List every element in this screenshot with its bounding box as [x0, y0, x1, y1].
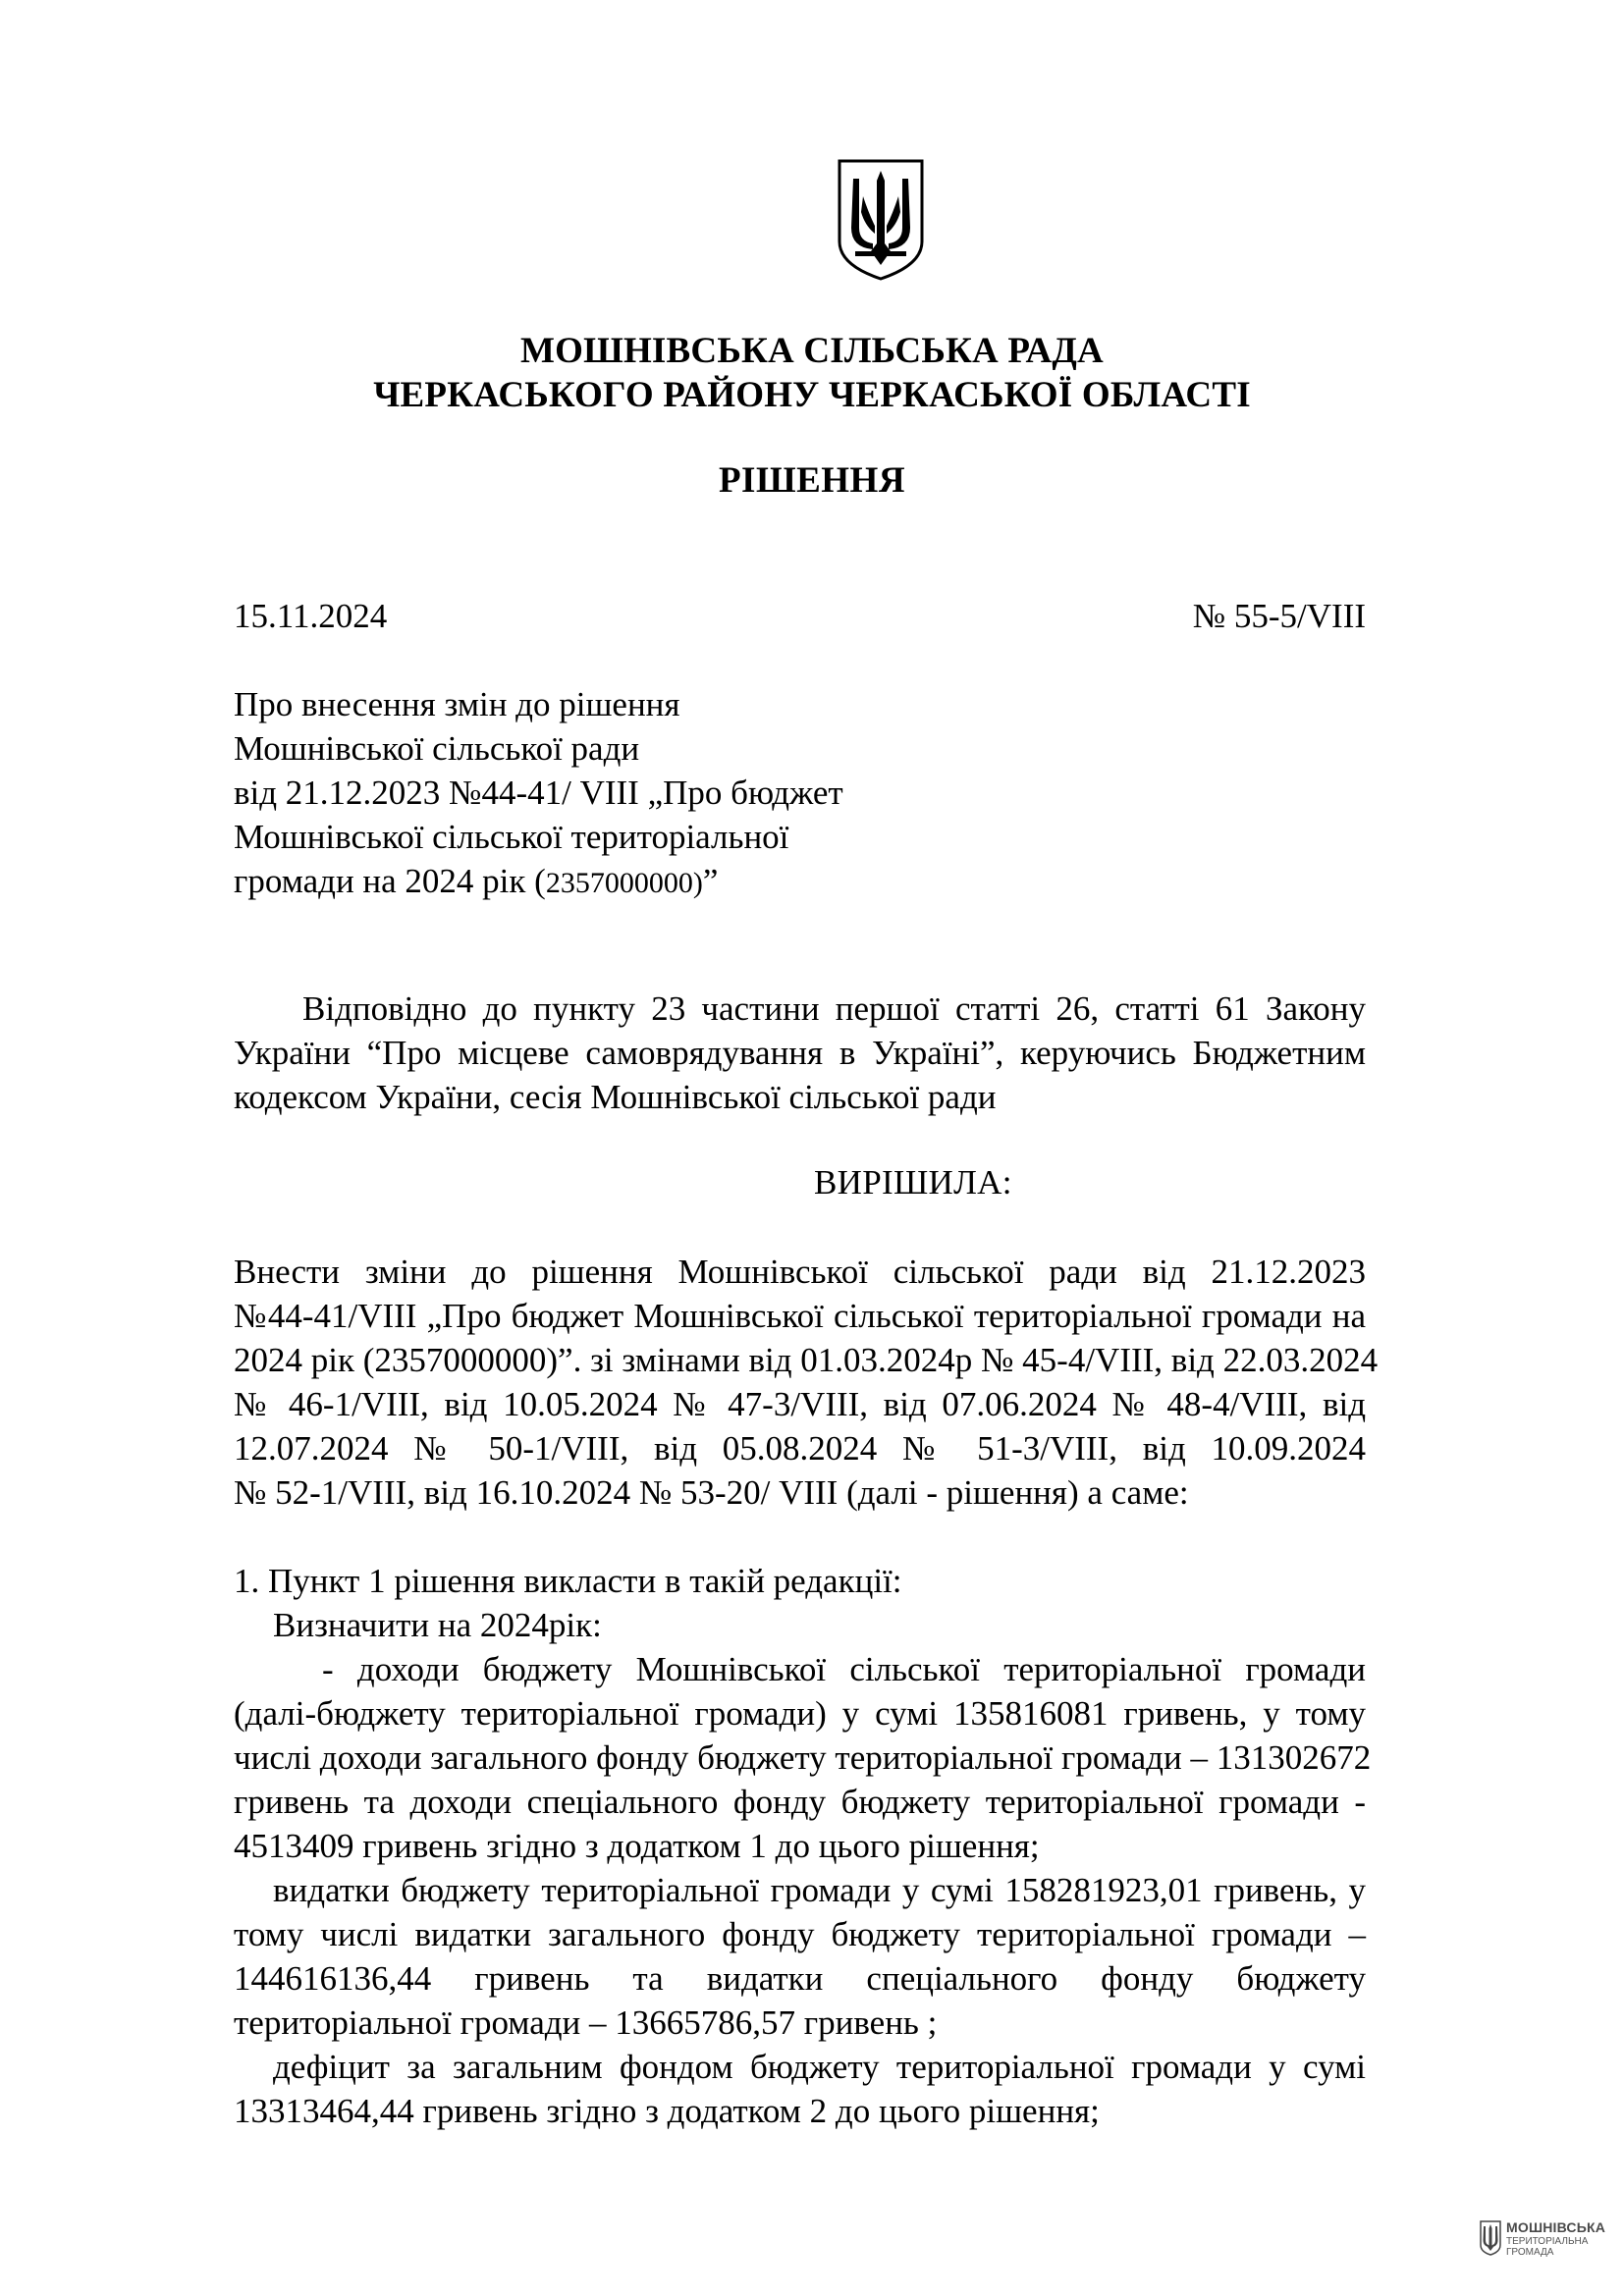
decision-date: 15.11.2024: [234, 597, 388, 635]
district-region: ЧЕРКАСЬКОГО РАЙОНУ ЧЕРКАСЬКОЇ ОБЛАСТІ: [373, 375, 1251, 415]
paragraph-line: 2024 рік (2357000000)”. зі змінами від 01.03.2024р № 45-4/VIII, від 22.03.2024: [234, 1341, 1379, 1379]
trident-logo-icon: [1479, 2219, 1502, 2257]
paragraph-line: №44-41/VIII „Про бюджет Мошнівської сільської територіальної громади на: [234, 1297, 1366, 1335]
item-1-section: [234, 1559, 1372, 2133]
community-logo: [1479, 2217, 1616, 2261]
subject-line: від 21.12.2023 №44-41/ VIII „Про бюджет: [234, 774, 843, 812]
decision-number: № 55-5/VIII: [1192, 597, 1366, 635]
deficit-line: дефіцит за загальним фондом бюджету територіальної громади у сумі: [273, 2048, 1366, 2086]
logo-subtitle: ГРОМАДА: [1506, 2247, 1554, 2258]
budget-code: 2357000000): [545, 867, 703, 899]
decision-subject: [234, 682, 843, 905]
paragraph-line: № 46-1/VIII, від 10.05.2024 № 47-3/VIII, від 07.06.2024 № 48-4/VIII, від: [234, 1385, 1366, 1423]
deficit-line: 13313464,44 гривень згідно з додатком 2 до цього рішення;: [234, 2092, 1100, 2130]
paragraph-line: України “Про місцеве самоврядування в Україні”, керуючись Бюджетним: [234, 1034, 1366, 1072]
income-line: - доходи бюджету Мошнівської сільської територіальної громади: [322, 1650, 1366, 1688]
expense-line: територіальної громади – 13665786,57 гривень ;: [234, 2003, 938, 2042]
item-1-subheading: Визначити на 2024рік:: [273, 1606, 602, 1644]
decided-heading: ВИРІШИЛА:: [814, 1163, 1012, 1201]
income-line: (далі-бюджету територіальної громади) у сумі 135816081 гривень, у тому: [234, 1694, 1366, 1733]
item-1-heading: 1. Пункт 1 рішення викласти в такій редакції:: [234, 1562, 902, 1600]
income-line: гривень та доходи спеціального фонду бюджету територіальної громади -: [234, 1783, 1366, 1821]
paragraph-line: Відповідно до пункту 23 частини першої статті 26, статті 61 Закону: [302, 989, 1366, 1028]
subject-line: Мошнівської сільської ради: [234, 729, 640, 768]
paragraph-line: Внести зміни до рішення Мошнівської сільської ради від 21.12.2023: [234, 1253, 1366, 1291]
logo-subtitle: ТЕРИТОРІАЛЬНА: [1506, 2236, 1589, 2247]
close-quote: ”: [702, 862, 719, 900]
subject-line-last: [234, 859, 843, 905]
legal-basis-paragraph: [234, 987, 1366, 1119]
document-type: РІШЕННЯ: [718, 460, 906, 501]
income-line: числі доходи загального фонду бюджету територіальної громади – 131302672: [234, 1738, 1372, 1777]
changes-paragraph: [234, 1250, 1379, 1515]
logo-title: МОШНІВСЬКА: [1506, 2219, 1606, 2235]
income-line: 4513409 гривень згідно з додатком 1 до цього рішення;: [234, 1827, 1040, 1865]
expense-line: 144616136,44 гривень та видатки спеціального фонду бюджету: [234, 1959, 1366, 1998]
paragraph-line: 12.07.2024 № 50-1/VIII, від 05.08.2024 № 51-3/VIII, від 10.09.2024: [234, 1429, 1366, 1468]
paragraph-line: № 52-1/VIII, від 16.10.2024 № 53-20/ VIII (далі - рішення) а саме:: [234, 1473, 1189, 1512]
expense-line: видатки бюджету територіальної громади у сумі 158281923,01 гривень, у: [273, 1871, 1366, 1909]
subject-line: Про внесення змін до рішення: [234, 685, 680, 723]
trident-emblem-icon: [836, 157, 926, 283]
paragraph-line: кодексом України, сесія Мошнівської сільської ради: [234, 1078, 997, 1116]
council-name: МОШНІВСЬКА СІЛЬСЬКА РАДА: [520, 331, 1104, 371]
subject-line-text: громади на 2024 рік (: [234, 862, 546, 900]
expense-line: тому числі видатки загального фонду бюджету територіальної громади –: [234, 1915, 1366, 1953]
subject-line: Мошнівської сільської територіальної: [234, 818, 789, 856]
